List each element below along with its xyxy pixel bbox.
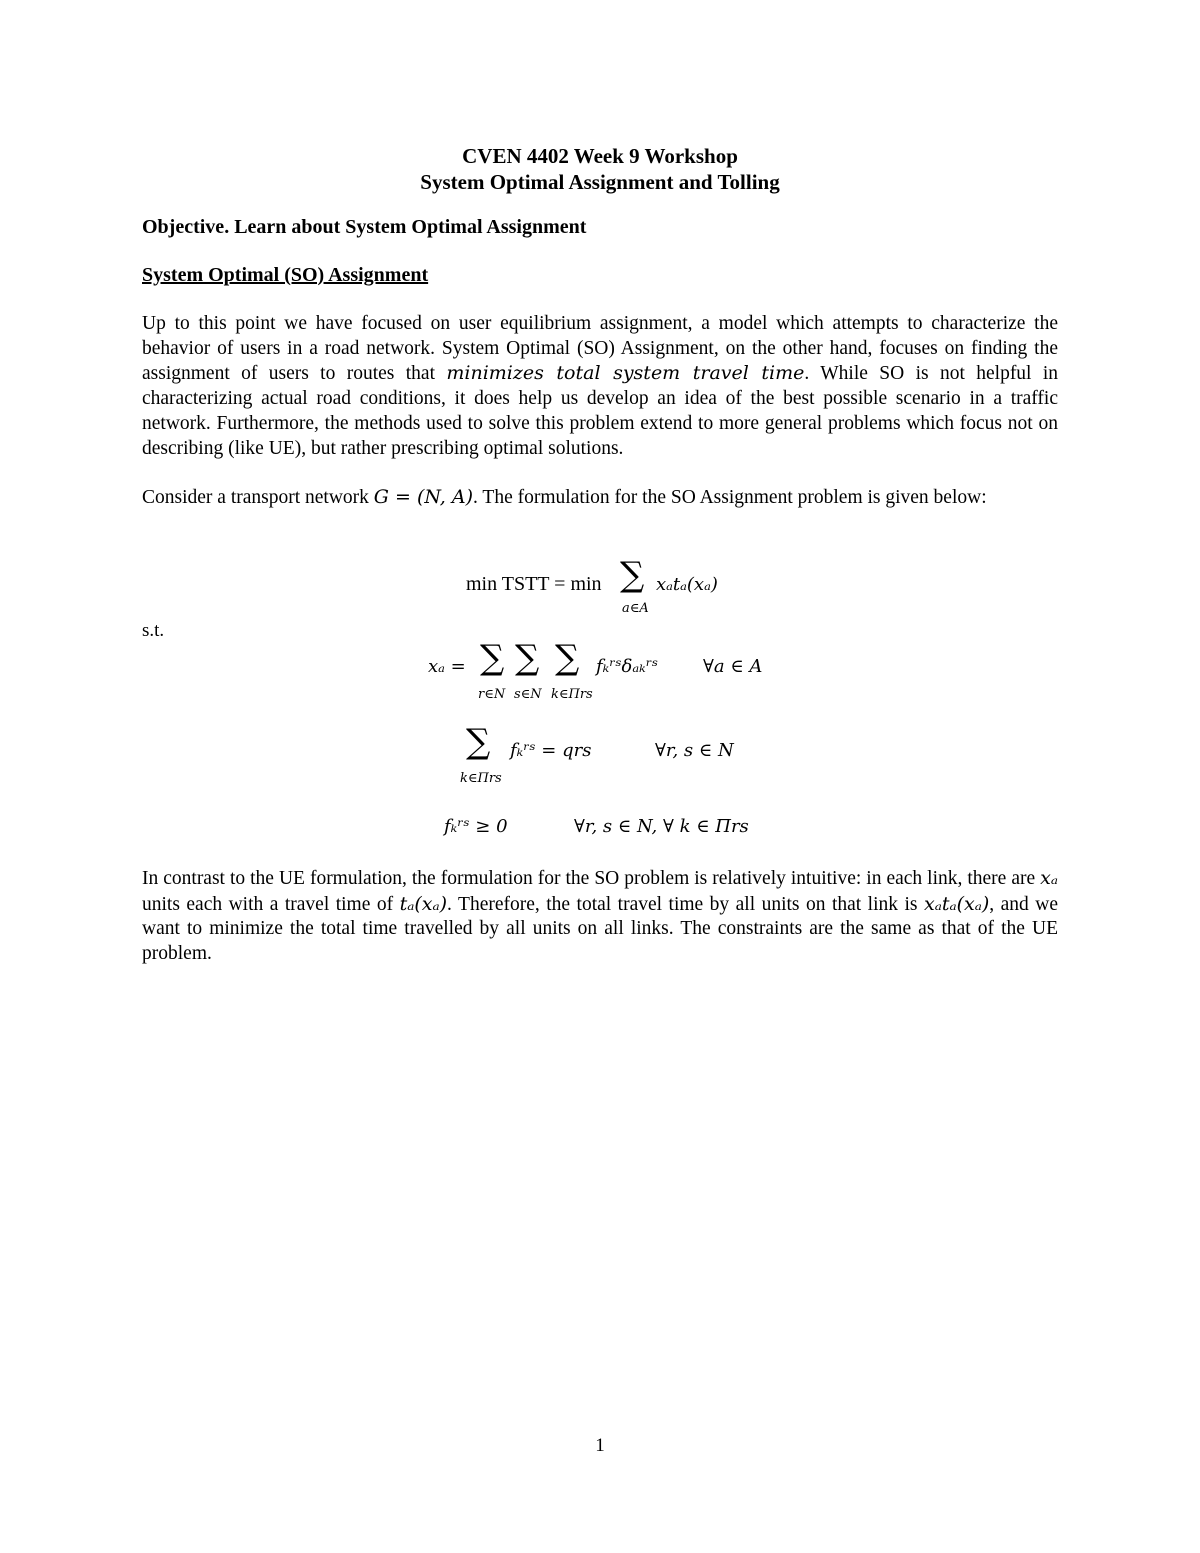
document-subtitle: System Optimal Assignment and Tolling [420, 170, 780, 194]
intro-emphasis: minimizes total system travel time [446, 362, 805, 385]
intro-text-start: Up to this point we have focused on user equilibrium assignment, a model which attempts to characterize the behavior of users in a road network. System Optimal (SO) Assignment, on the other hand, focuses on finding the assignment of users to routes that [142, 313, 1058, 385]
conclusion-math-1: xₐ [1040, 867, 1058, 889]
section-heading: System Optimal (SO) Assignment [142, 264, 429, 286]
sum-index: r∈N [478, 687, 506, 702]
sum-symbol: ∑ [620, 555, 645, 595]
conclusion-math-2: tₐ(xₐ) [399, 892, 448, 915]
network-math: G = (N, A) [373, 486, 474, 508]
constraint2-quantifier: ∀r, s ∈ N [655, 740, 734, 761]
conclusion-text-3: . Therefore, the total travel time by all units on that link is [447, 893, 924, 915]
network-paragraph [142, 485, 1058, 511]
objective-lhs: min TSTT = min [466, 573, 602, 595]
intro-text-end: . While SO is not helpful in characterizing actual road conditions, it does help us develop an idea of the best possible scenario in a traffic network. Furthermore, the methods used to solve this problem extend to more general problems which focus not on describing (like UE), but rather prescribing optimal solutions. [142, 363, 1059, 459]
title-block [0, 143, 1200, 195]
conclusion-text-2: units each with a travel time of [142, 893, 400, 915]
sum-symbol: ∑ [515, 638, 540, 678]
subject-to-label: s.t. [142, 620, 165, 641]
conclusion-math-3: xₐtₐ(xₐ) [923, 892, 990, 915]
page-number: 1 [595, 1435, 605, 1456]
objective-line: Objective. Learn about System Optimal Assignment [142, 216, 587, 238]
constraint2-term: fₖʳˢ = qrs [510, 740, 592, 761]
sum-symbol: ∑ [555, 638, 580, 678]
conclusion-text-1: In contrast to the UE formulation, the formulation for the SO problem is relatively intuitive: in each link, there are [142, 868, 1041, 889]
sum-index: k∈Πrs [460, 771, 502, 786]
objective-term: xₐtₐ(xₐ) [656, 574, 718, 595]
sum-index: s∈N [514, 687, 542, 702]
constraint1-lhs: xₐ = [428, 656, 466, 677]
constraint1-term: fₖʳˢδₐₖʳˢ [596, 656, 659, 677]
constraint3-quantifier: ∀r, s ∈ N, ∀ k ∈ Πrs [574, 816, 749, 837]
sum-symbol: ∑ [466, 722, 491, 762]
sum-index: a∈A [622, 601, 649, 616]
constraint3-term: fₖʳˢ ≥ 0 [444, 816, 508, 837]
network-text-end: . The formulation for the SO Assignment problem is given below: [473, 487, 987, 508]
network-text-start: Consider a transport network [142, 487, 374, 508]
sum-index: k∈Πrs [551, 687, 593, 702]
constraint1-quantifier: ∀a ∈ A [703, 656, 763, 677]
sum-symbol: ∑ [480, 638, 505, 678]
document-title: CVEN 4402 Week 9 Workshop [462, 144, 738, 168]
conclusion-paragraph [142, 866, 1058, 967]
intro-paragraph [142, 312, 1058, 461]
conclusion-text-4: , and we want to minimize the total time travelled by all units on all links. The constraints are the same as that of the UE problem. [142, 893, 1058, 965]
